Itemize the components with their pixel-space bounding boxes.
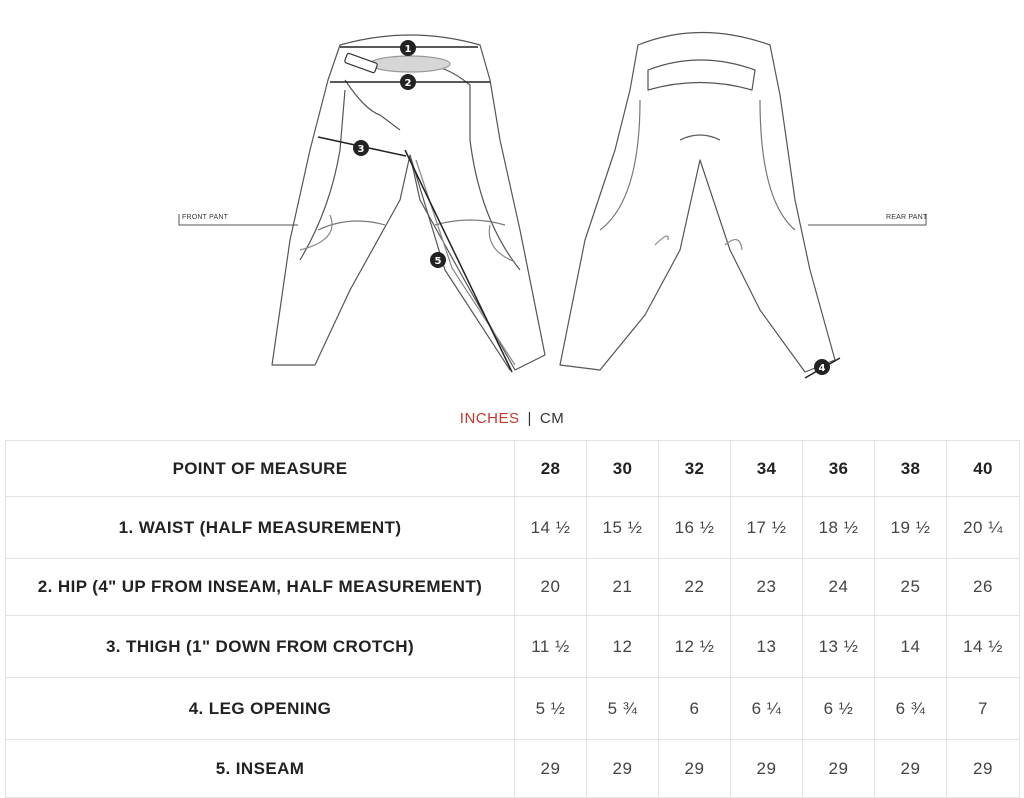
table-row xyxy=(6,497,1020,559)
row-label: 1. WAIST (HALF MEASUREMENT) xyxy=(6,497,515,559)
front-pant-label: FRONT PANT xyxy=(182,214,229,221)
column-header-size: 40 xyxy=(947,441,1020,497)
table-cell: 5 ¾ xyxy=(587,678,659,740)
table-cell: 25 xyxy=(875,559,947,616)
svg-text:2: 2 xyxy=(404,78,412,89)
table-cell: 13 xyxy=(731,616,803,678)
row-label: 3. THIGH (1" DOWN FROM CROTCH) xyxy=(6,616,515,678)
table-cell: 22 xyxy=(659,559,731,616)
column-header-size: 36 xyxy=(803,441,875,497)
column-header-size: 28 xyxy=(515,441,587,497)
column-header-size: 34 xyxy=(731,441,803,497)
svg-text:3: 3 xyxy=(357,144,365,155)
svg-text:1: 1 xyxy=(404,44,412,55)
table-cell: 6 ¾ xyxy=(875,678,947,740)
table-cell: 16 ½ xyxy=(659,497,731,559)
table-row xyxy=(6,678,1020,740)
column-header-size: 30 xyxy=(587,441,659,497)
table-cell: 23 xyxy=(731,559,803,616)
table-cell: 14 ½ xyxy=(947,616,1020,678)
table-header-row xyxy=(6,441,1020,497)
table-cell: 29 xyxy=(947,740,1020,798)
table-cell: 6 ½ xyxy=(803,678,875,740)
column-header-size: 32 xyxy=(659,441,731,497)
table-cell: 14 ½ xyxy=(515,497,587,559)
table-cell: 18 ½ xyxy=(803,497,875,559)
table-cell: 11 ½ xyxy=(515,616,587,678)
row-label: 4. LEG OPENING xyxy=(6,678,515,740)
size-chart-table xyxy=(5,440,1020,798)
rear-pant-label: REAR PANT xyxy=(886,214,928,221)
table-cell: 12 ½ xyxy=(659,616,731,678)
table-cell: 29 xyxy=(587,740,659,798)
table-cell: 5 ½ xyxy=(515,678,587,740)
table-cell: 26 xyxy=(947,559,1020,616)
table-cell: 7 xyxy=(947,678,1020,740)
table-cell: 6 ¼ xyxy=(731,678,803,740)
rear-pant-outline xyxy=(560,33,835,373)
unit-separator: | xyxy=(527,410,532,427)
table-cell: 6 xyxy=(659,678,731,740)
inches-toggle[interactable]: INCHES xyxy=(459,410,520,427)
unit-toggle xyxy=(0,410,1024,427)
row-label: 5. INSEAM xyxy=(6,740,515,798)
table-cell: 29 xyxy=(731,740,803,798)
table-cell: 29 xyxy=(659,740,731,798)
column-header-measure: POINT OF MEASURE xyxy=(6,441,515,497)
row-label: 2. HIP (4" UP FROM INSEAM, HALF MEASUREMENT) xyxy=(6,559,515,616)
column-header-size: 38 xyxy=(875,441,947,497)
table-cell: 19 ½ xyxy=(875,497,947,559)
table-cell: 29 xyxy=(875,740,947,798)
table-cell: 12 xyxy=(587,616,659,678)
table-cell: 20 ¼ xyxy=(947,497,1020,559)
table-cell: 24 xyxy=(803,559,875,616)
svg-text:5: 5 xyxy=(434,256,442,267)
table-cell: 13 ½ xyxy=(803,616,875,678)
table-cell: 17 ½ xyxy=(731,497,803,559)
table-row xyxy=(6,616,1020,678)
table-cell: 29 xyxy=(515,740,587,798)
table-cell: 15 ½ xyxy=(587,497,659,559)
svg-text:4: 4 xyxy=(818,363,826,374)
cm-toggle[interactable]: CM xyxy=(539,410,565,427)
table-cell: 21 xyxy=(587,559,659,616)
table-cell: 14 xyxy=(875,616,947,678)
table-row xyxy=(6,559,1020,616)
table-cell: 29 xyxy=(803,740,875,798)
table-cell: 20 xyxy=(515,559,587,616)
